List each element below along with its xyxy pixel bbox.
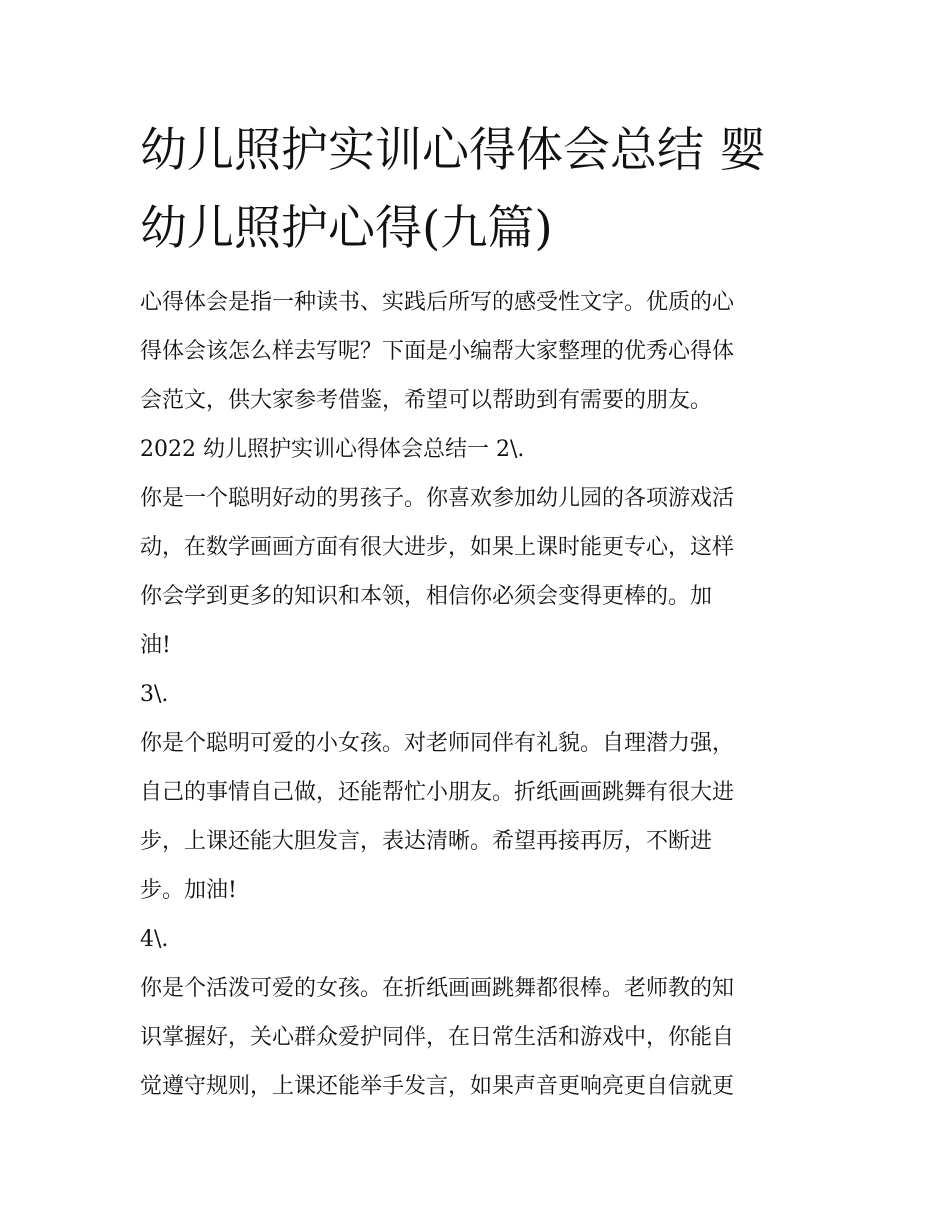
- body-paragraph: [140, 964, 812, 1111]
- text-line: 识掌握好，关心群众爱护同伴，在日常生活和游戏中，你能自: [140, 1025, 735, 1050]
- title-line: 幼儿照护心得(九篇): [140, 201, 553, 256]
- intro-paragraph: [140, 278, 812, 425]
- text-line: 觉遵守规则，上课还能举手发言，如果声音更响亮更自信就更: [140, 1074, 735, 1099]
- title-line: 幼儿照护实训心得体会总结 婴: [140, 123, 766, 178]
- text-line: 自己的事情自己做，还能帮忙小朋友。折纸画画跳舞有很大进: [140, 780, 735, 805]
- body-paragraph: [140, 719, 812, 915]
- item-number: [140, 670, 812, 719]
- body-paragraph: [140, 474, 812, 670]
- text-line: 3\.: [140, 682, 169, 707]
- document-title: [140, 112, 812, 268]
- item-number: [140, 915, 812, 964]
- text-line: 步。加油!: [140, 878, 237, 903]
- section-heading: [140, 425, 812, 474]
- text-line: 你是个聪明可爱的小女孩。对老师同伴有礼貌。自理潜力强，: [140, 731, 735, 756]
- text-line: 2022 幼儿照护实训心得体会总结一 2\.: [140, 437, 525, 462]
- text-line: 你是个活泼可爱的女孩。在折纸画画跳舞都很棒。老师教的知: [140, 976, 735, 1001]
- document-page: [140, 112, 812, 1111]
- text-line: 4\.: [140, 927, 169, 952]
- text-line: 你是一个聪明好动的男孩子。你喜欢参加幼儿园的各项游戏活: [140, 486, 735, 511]
- text-line: 油!: [140, 633, 171, 658]
- text-line: 得体会该怎么样去写呢？下面是小编帮大家整理的优秀心得体: [140, 339, 735, 364]
- text-line: 步，上课还能大胆发言，表达清晰。希望再接再厉，不断进: [140, 829, 713, 854]
- text-line: 你会学到更多的知识和本领，相信你必须会变得更棒的。加: [140, 584, 713, 609]
- text-line: 心得体会是指一种读书、实践后所写的感受性文字。优质的心: [140, 290, 735, 315]
- text-line: 会范文，供大家参考借鉴，希望可以帮助到有需要的朋友。: [140, 388, 713, 413]
- text-line: 动，在数学画画方面有很大进步，如果上课时能更专心，这样: [140, 535, 735, 560]
